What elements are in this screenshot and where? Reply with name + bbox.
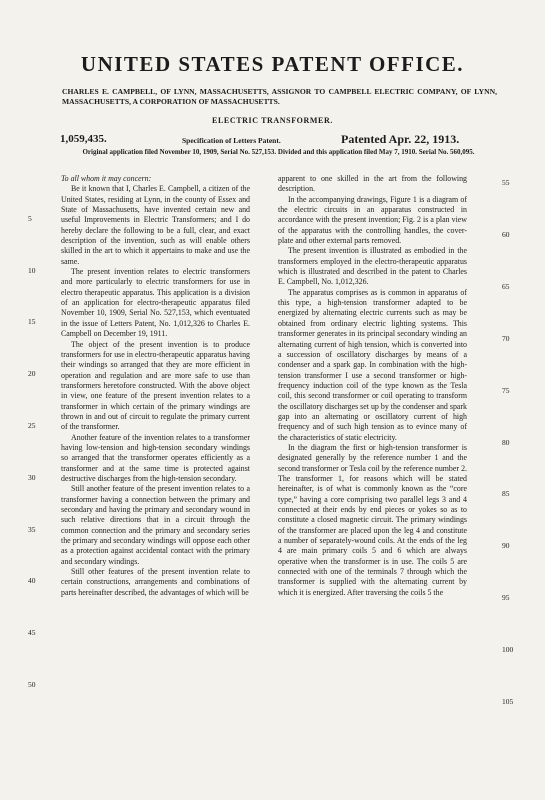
line-number: 15 — [28, 317, 36, 326]
line-number: 10 — [28, 266, 36, 275]
line-number: 75 — [502, 386, 510, 395]
line-number: 50 — [28, 680, 36, 689]
line-number: 5 — [28, 214, 32, 223]
application-info: Original application filed November 10, 1909, Serial No. 527,153. Divided and this application filed May 7, 1910. Serial No. 560,095. — [82, 148, 475, 156]
line-number: 100 — [502, 645, 514, 654]
line-number: 25 — [28, 421, 36, 430]
paragraph: The object of the present invention is to produce transformers for use in electro-therapeutic apparatus having their windings so arranged that they are more efficient in operation and regulation and are more safe to use than transformers heretofore constructed. With the above object in view, one feature of the present invention relates to a transformer in which certain of the primary windings are thrown in and out of circuit to regulate the primary current of the transformer. — [61, 339, 250, 432]
line-number: 90 — [502, 541, 510, 550]
line-number: 30 — [28, 473, 36, 482]
paragraph: Be it known that I, Charles E. Campbell, a citizen of the United States, residing at Lynn, in the county of Essex and State of Massachusetts, have invented certain new and useful Improvements in Electric Transformers; and I do hereby declare the following to be a full, clear, and exact description of the invention, such as will enable others skilled in the art to which it appertains to make and use the same. — [61, 184, 250, 266]
line-number: 55 — [502, 178, 510, 187]
line-number: 65 — [502, 282, 510, 291]
inventor-line: CHARLES E. CAMPBELL, OF LYNN, MASSACHUSETTS, ASSIGNOR TO CAMPBELL ELECTRIC COMPANY, OF LYNN, MASSACHUSETTS, A CORPORATION OF MASSACHUSETTS. — [62, 87, 497, 106]
paragraph: Still another feature of the present invention relates to a transformer having a connection between the primary and secondary and having the primary and secondary wound in such relative directions that in a circuit through the common connection and the primary and secondary series the primary and secondary windings will oppose each other as a protection against accidental contact with the primary and secondary windings. — [61, 484, 250, 566]
office-title: UNITED STATES PATENT OFFICE. — [80, 52, 465, 76]
line-number: 35 — [28, 525, 36, 534]
paragraph: In the diagram the first or high-tension transformer is designated generally by the reference number 1 and the second transformer or Tesla coil by the reference number 2. The transformer 1, for reasons which will be stated hereinafter, is of what is commonly known as the “core type,” having a core comprising two parallel legs 3 and 4 connected at their ends by end pieces or yokes so as to constitute a closed magnetic circuit. The primary windings of the transformer are placed upon the leg 4 and constitute a number of separately-wound coils. At the ends of the leg 4 are main primary coils 5 and 6 which are always operative when the transformer is in use. The coils 5 are connected with one of the terminals 7 through which the transformer is supplied with the alternating current by which it is energized. After traversing the coils 5 the — [278, 442, 467, 597]
paragraph: Still other features of the present invention relate to certain constructions, arrangements and combinations of parts hereinafter described, the advantages of which will be — [61, 567, 250, 597]
paragraph: Another feature of the invention relates to a transformer having low-tension and high-tension secondary windings so arranged that the transformer operates efficiently as a transformer and at the same time is protected against destructive discharges from the high-tension secondary. — [61, 432, 250, 483]
line-number: 20 — [28, 369, 36, 378]
paragraph: The present invention is illustrated as embodied in the transformers employed in the electro-therapeutic apparatus which is illustrated and described in the patent to Charles E. Campbell, No. 1,012,326. — [278, 246, 467, 287]
paragraph: In the accompanying drawings, Figure 1 is a diagram of the electric circuits in an apparatus constructed in accordance with the present invention; Fig. 2 is a plan view of the apparatus with the controlling handles, the cover-plate and other external parts removed. — [278, 194, 467, 246]
line-number: 40 — [28, 576, 36, 585]
salutation: To all whom it may concern: — [61, 174, 152, 183]
line-number: 70 — [502, 334, 510, 343]
line-number: 45 — [28, 628, 36, 637]
patent-number: 1,059,435. — [60, 133, 107, 145]
line-number: 105 — [502, 697, 514, 706]
paragraph: apparent to one skilled in the art from the following description. — [278, 174, 467, 194]
line-number: 95 — [502, 593, 510, 602]
line-number: 85 — [502, 489, 510, 498]
specification-label: Specification of Letters Patent. — [182, 136, 281, 145]
paragraph: The apparatus comprises as is common in apparatus of this type, a high-tension transformer adapted to be energized by alternating electric currents such as may be obtained from ordinary electric lighting systems. This transformer generates in its principal secondary winding an alternating current of high tension, which is converted into a succession of oscillatory discharges by means of a condenser and a spark gap. In combination with the high-tension transformer I use a second transformer or high-frequency induction coil of the type known as the Tesla coil, this second transformer or coil operating to transform the oscillatory discharges set up by the condenser and spark gap into an alternating or oscillatory current of high frequency and of such high tension as to evince many of the characteristics of static electricity. — [278, 287, 467, 442]
patent-subject: ELECTRIC TRANSFORMER. — [212, 116, 333, 125]
line-number: 60 — [502, 230, 510, 239]
paragraph: The present invention relates to electric transformers and more particularly to electric transformers for use in electro therapeutic apparatus. This application is a division of an application for electro-therapeutic apparatus filed November 10, 1909, Serial No. 527,153, which eventuated in the issue of Letters Patent, No. 1,012,326 to Charles E. Campbell on December 19, 1911. — [61, 267, 250, 339]
right-column — [278, 174, 467, 598]
left-column — [61, 174, 250, 598]
patented-date: Patented Apr. 22, 1913. — [341, 132, 460, 146]
line-number: 80 — [502, 438, 510, 447]
